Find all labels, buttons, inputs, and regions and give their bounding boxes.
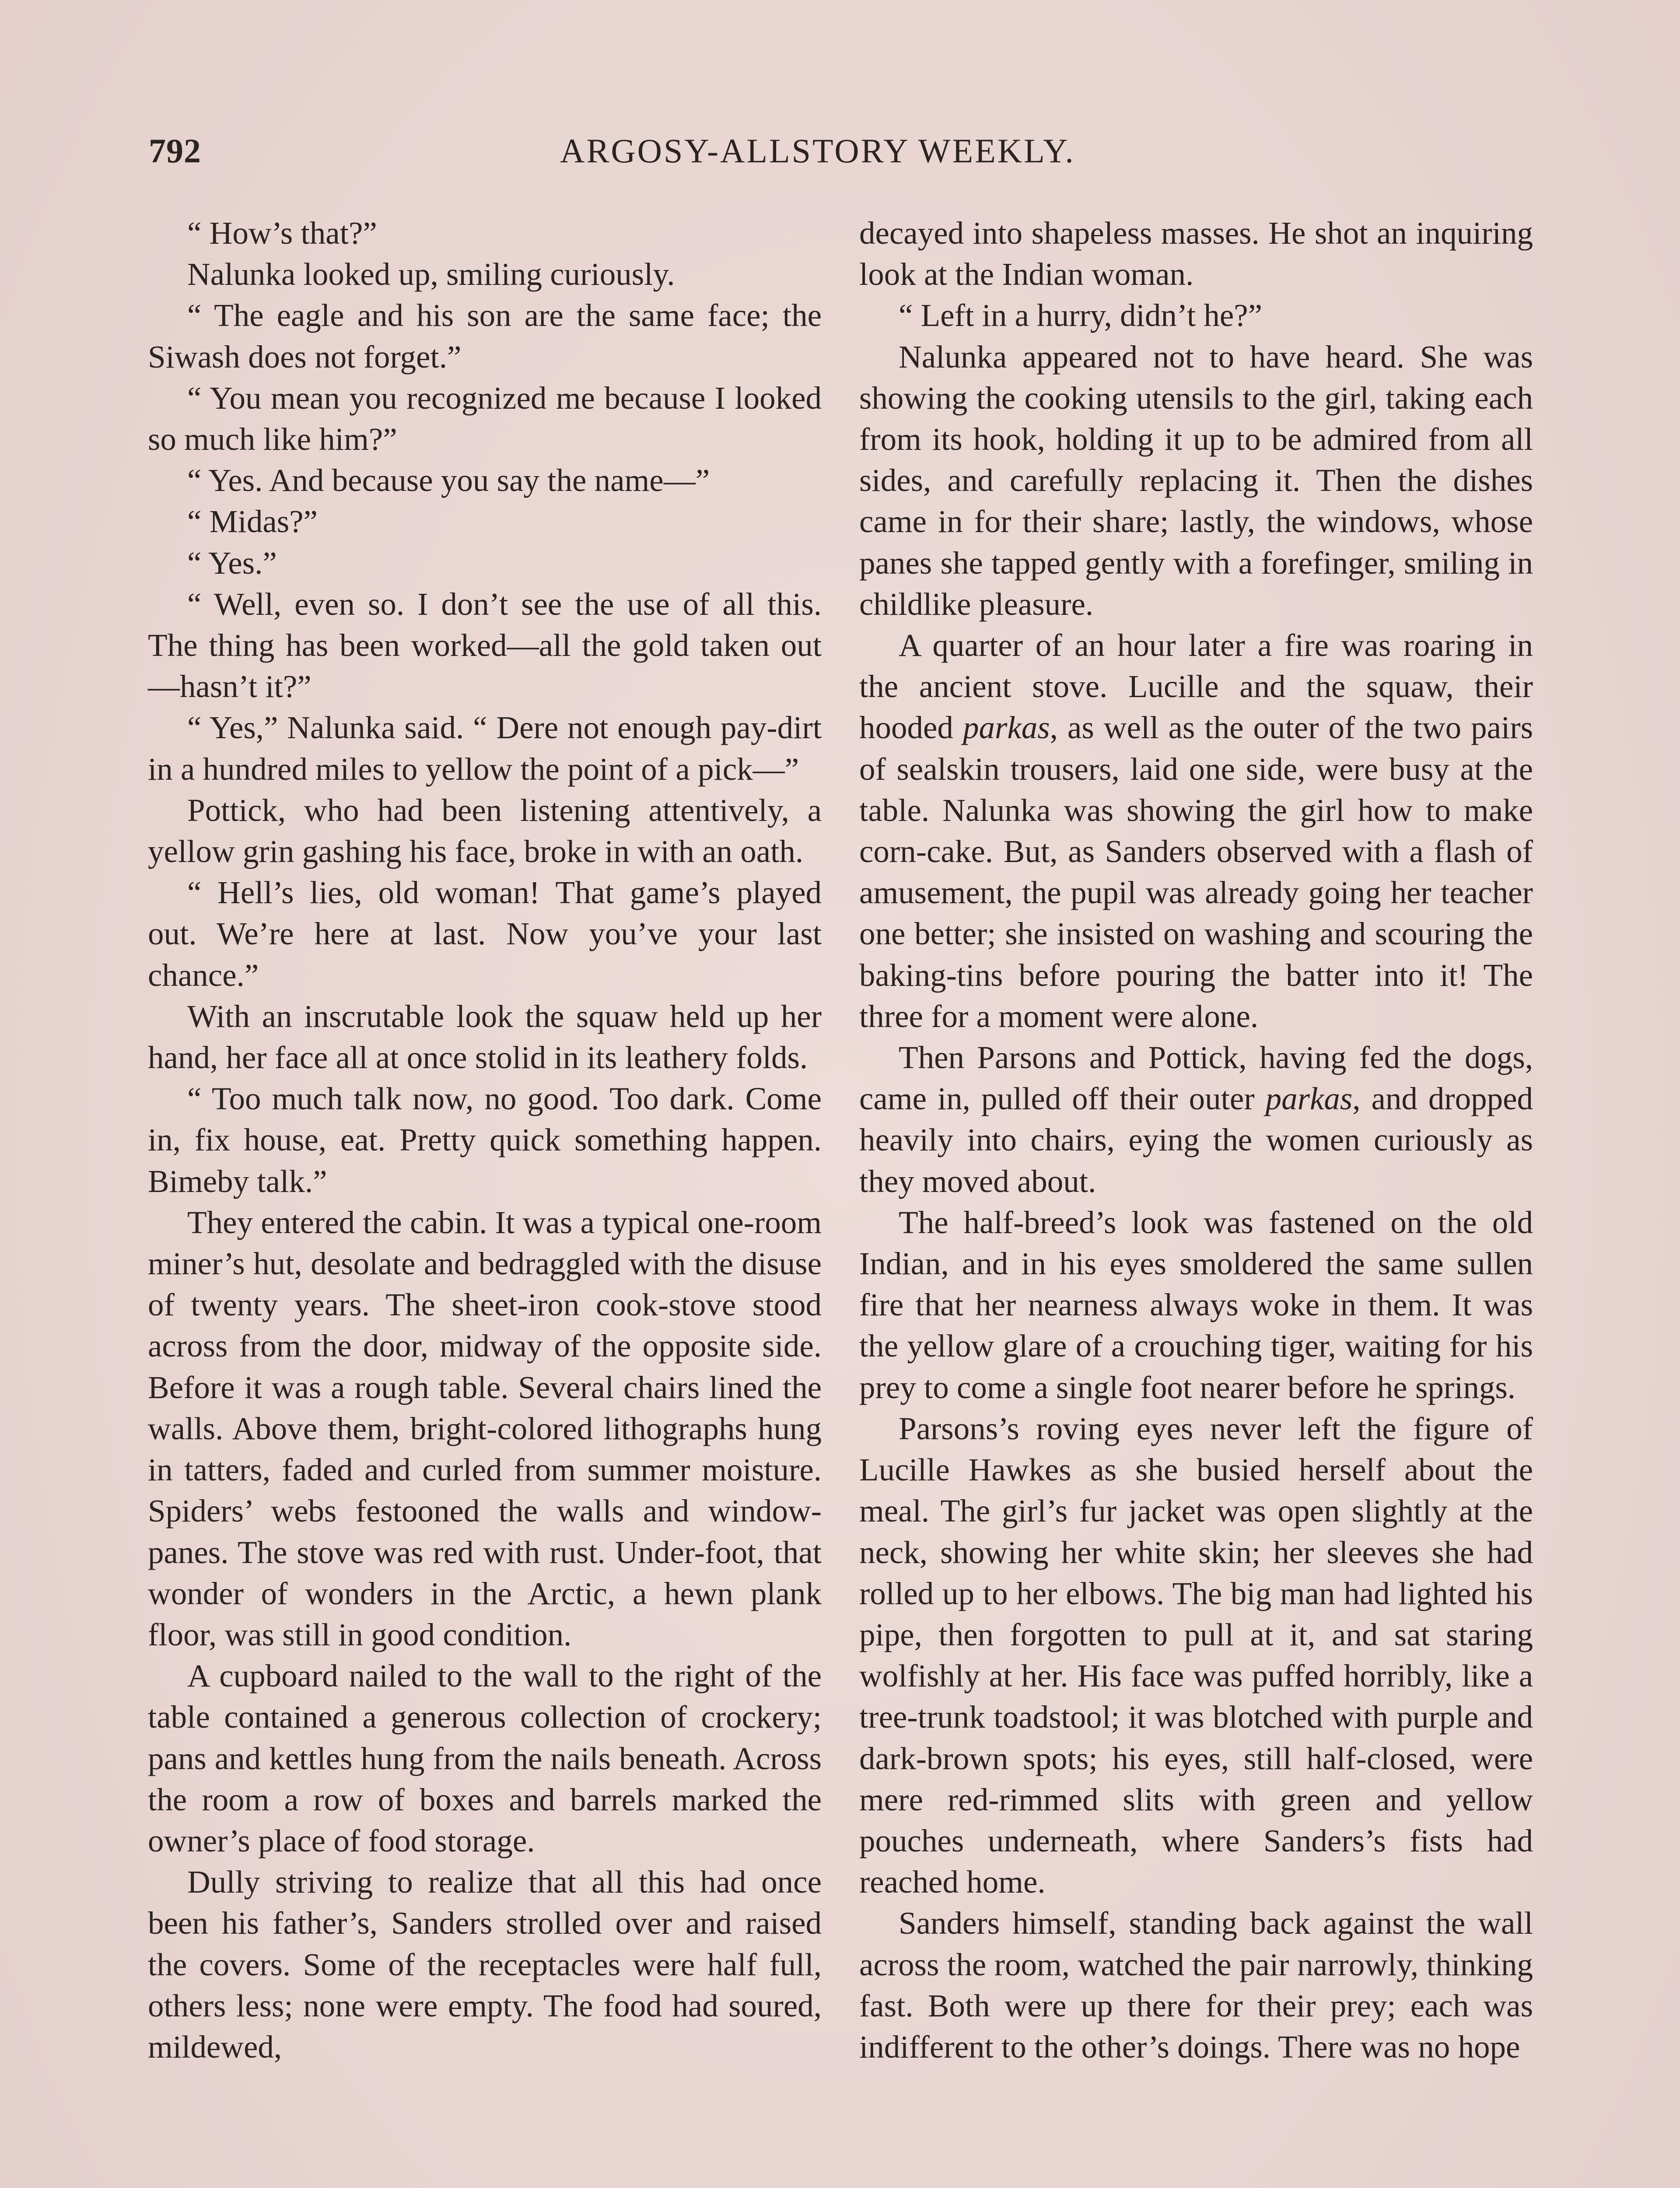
paragraph: “ Midas?”	[187, 504, 318, 540]
paragraph: The half-breed’s look was fastened on the old Indian, and in his eyes smoldered the same sullen fire that her nearness always woke in them. It was the yellow glare of a crouching tiger, waiting for his prey to come a single foot nearer before he springs.	[859, 1204, 1533, 1405]
paragraph: “ Left in a hurry, didn’t he?”	[899, 298, 1263, 333]
paragraph: decayed into shapeless masses. He shot an inquiring look at the Indian woman.	[859, 215, 1533, 292]
paragraph: “ You mean you recognized me because I looked so much like him?”	[148, 380, 822, 457]
paragraph: Then Parsons and Pottick, having fed the dogs, came in, pulled off their outer parkas, and dropped heavily into chairs, eying the women curiously as they moved about.	[859, 1040, 1533, 1199]
paragraph: A cupboard nailed to the wall to the right of the table contained a generous collection of crockery; pans and kettles hung from the nails beneath. Across the room a row of boxes and barrels marked the owner’s place of food storage.	[148, 1658, 822, 1858]
paragraph: Pottick, who had been listening attentively, a yellow grin gashing his face, broke in with an oath.	[148, 792, 822, 870]
right-text-column	[859, 213, 1533, 2068]
paragraph: “ Well, even so. I don’t see the use of all this. The thing has been worked—all the gold taken out—hasn’t it?”	[148, 586, 822, 705]
page-header	[149, 131, 1540, 179]
paragraph: “ Hell’s lies, old woman! That game’s played out. We’re here at last. Now you’ve your last chance.”	[148, 875, 822, 993]
page-number: 792	[149, 132, 201, 170]
paragraph: Dully striving to realize that all this had once been his father’s, Sanders strolled over and raised the covers. Some of the receptacles were half full, others less; none were empty. The food had soured, mildewed,	[148, 1864, 822, 2065]
paragraph: “ How’s that?”	[187, 215, 377, 251]
paragraph: “ Too much talk now, no good. Too dark. Come in, fix house, eat. Pretty quick something happen. Bimeby talk.”	[148, 1081, 822, 1199]
paragraph: Sanders himself, standing back against the wall across the room, watched the pair narrowly, thinking fast. Both were up there for their prey; each was indifferent to the other’s doings. There was no hope	[859, 1905, 1533, 2065]
paragraph: They entered the cabin. It was a typical one-room miner’s hut, desolate and bedraggled with the disuse of twenty years. The sheet-iron cook-stove stood across from the door, midway of the opposite side. Before it was a rough table. Several chairs lined the walls. Above them, bright-colored lithographs hung in tatters, faded and curled from summer moisture. Spiders’ webs festooned the walls and window-panes. The stove was red with rust. Under-foot, that wonder of wonders in the Arctic, a hewn plank floor, was still in good condition.	[148, 1204, 822, 1652]
paragraph: “ The eagle and his son are the same face; the Siwash does not forget.”	[148, 298, 822, 375]
paragraph: “ Yes.”	[187, 545, 277, 581]
left-text-column	[148, 213, 822, 2068]
paragraph: With an inscrutable look the squaw held up her hand, her face all at once stolid in its leathery folds.	[148, 998, 822, 1076]
paragraph: Nalunka looked up, smiling curiously.	[187, 256, 675, 292]
paragraph: “ Yes. And because you say the name—”	[187, 463, 710, 498]
paragraph: “ Yes,” Nalunka said. “ Dere not enough pay-dirt in a hundred miles to yellow the point of a pick—”	[148, 710, 822, 787]
paragraph: A quarter of an hour later a fire was roaring in the ancient stove. Lucille and the squaw, their hooded parkas, as well as the outer of the two pairs of sealskin trousers, laid one side, were busy at the table. Nalunka was showing the girl how to make corn-cake. But, as Sanders observed with a flash of amusement, the pupil was already going her teacher one better; she insisted on washing and scouring the baking-tins before pouring the batter into it! The three for a moment were alone.	[859, 628, 1533, 1034]
running-head: ARGOSY-ALLSTORY WEEKLY.	[560, 132, 1075, 170]
paragraph: Parsons’s roving eyes never left the figure of Lucille Hawkes as she busied herself about the meal. The girl’s fur jacket was open slightly at the neck, showing her white skin; her sleeves she had rolled up to her elbows. The big man had lighted his pipe, then forgotten to pull at it, and sat staring wolfishly at her. His face was puffed horribly, like a tree-trunk toadstool; it was blotched with purple and dark-brown spots; his eyes, still half-closed, were mere red-rimmed slits with green and yellow pouches underneath, where Sanders’s fists had reached home.	[859, 1410, 1533, 1900]
paragraph: Nalunka appeared not to have heard. She was showing the cooking utensils to the girl, taking each from its hook, holding it up to be admired from all sides, and carefully replacing it. Then the dishes came in for their share; lastly, the windows, whose panes she tapped gently with a forefinger, smiling in childlike pleasure.	[859, 339, 1533, 622]
